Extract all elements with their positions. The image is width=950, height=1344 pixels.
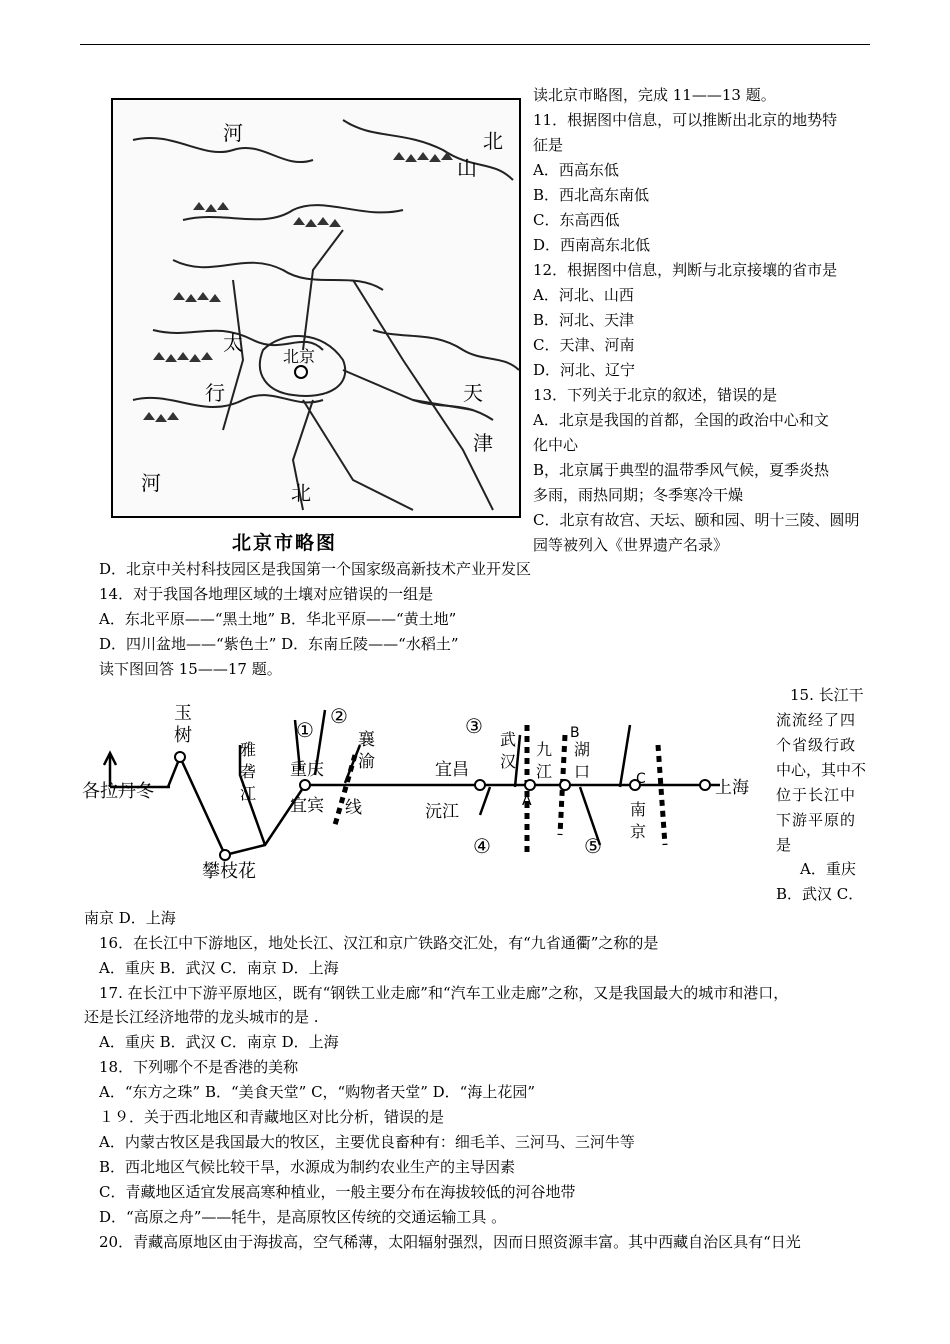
label-yichang: 宜昌 — [435, 760, 469, 780]
q12-option-c: C．天津、河南 — [533, 336, 635, 354]
q15-line-6: 下游平原的 — [776, 811, 857, 829]
q15-option-a: A．重庆 — [800, 860, 856, 878]
map-label-hang: 行 — [205, 381, 225, 405]
chongqing-dot — [300, 780, 310, 790]
q19-option-c: C．青藏地区适宜发展高寒种植业，一般主要分布在海拔较低的河谷地带 — [99, 1183, 576, 1201]
beijing-map — [111, 98, 521, 518]
label-xiangyu-2: 渝 — [358, 752, 375, 772]
q13-option-b-2: 多雨，雨热同期；冬季寒冷干燥 — [533, 486, 744, 504]
label-xian: 线 — [345, 798, 362, 818]
q19-option-d: D．“高原之舟”——牦牛，是高原牧区传统的交通运输工具 。 — [99, 1208, 507, 1226]
label-nanjing-2: 京 — [630, 822, 647, 841]
yangtze-river-diagram — [82, 695, 780, 885]
label-num3: ③ — [465, 714, 483, 738]
map-label-bei2: 北 — [291, 481, 311, 505]
q16-options: A．重庆 B．武汉 C．南京 D．上海 — [99, 959, 339, 977]
q11-13-intro: 读北京市略图，完成 11——13 题。 — [533, 86, 776, 104]
map-label-he2: 河 — [141, 471, 161, 495]
label-wuhan-2: 汉 — [500, 752, 517, 771]
q18-options: A．“东方之珠” B．“美食天堂” C，“购物者天堂” D．“海上花园” — [99, 1083, 536, 1101]
wuhan-dot — [525, 780, 535, 790]
yangtze-diagram-drawing — [82, 695, 780, 885]
yushu-dot — [175, 752, 185, 762]
q15-option-cont: 南京 D．上海 — [84, 909, 176, 927]
q13-option-b-1: B，北京属于典型的温带季风气候，夏季炎热 — [533, 461, 830, 479]
q13-option-c-2: 园等被列入《世界遗产名录》 — [533, 536, 729, 554]
label-jiujiang-2: 江 — [536, 762, 553, 781]
map-label-tian: 天 — [463, 381, 483, 405]
q12-option-a: A．河北、山西 — [533, 286, 634, 304]
q13-option-a-1: A．北京是我国的首都，全国的政治中心和文 — [533, 411, 829, 429]
q14-options-row1: A．东北平原——“黑土地” B．华北平原——“黄土地” — [99, 610, 457, 628]
q11-option-c: C．东高西低 — [533, 211, 620, 229]
q15-option-bc: B．武汉 C． — [776, 885, 864, 903]
beijing-city-dot — [295, 366, 307, 378]
q11-option-a: A．西高东低 — [533, 161, 619, 179]
map-label-he1: 河 — [223, 121, 243, 145]
label-yushu-2: 树 — [174, 725, 192, 746]
label-gela: 各拉丹冬 — [82, 781, 154, 802]
q15-line-4: 中心，其中不 — [776, 761, 867, 779]
label-yibin: 宜宾 — [290, 796, 324, 816]
label-yalong-2: 砻 — [240, 762, 257, 781]
label-hukou-2: 口 — [574, 762, 591, 781]
q15-line-3: 个省级行政 — [776, 736, 857, 754]
label-A: A — [522, 793, 532, 809]
q20-stem: 20．青藏高原地区由于海拔高，空气稀薄，太阳辐射强烈，因而日照资源丰富。其中西藏自治区具有“日光 — [99, 1233, 801, 1251]
label-yalong-1: 雅 — [240, 740, 257, 759]
q15-line-5: 位于长江中 — [776, 786, 857, 804]
q17-stem-1: 17. 在长江中下游平原地区，既有“钢铁工业走廊”和“汽车工业走廊”之称，又是我国最大的城市和港口， — [99, 984, 789, 1002]
q14-options-row2: D．四川盆地——“紫色土” D．东南丘陵——“水稻土” — [99, 635, 459, 653]
q13-option-a-2: 化中心 — [533, 436, 579, 454]
panzhihua-dot — [220, 850, 230, 860]
q11-option-b: B．西北高东南低 — [533, 186, 650, 204]
q17-stem-2: 还是长江经济地带的龙头城市的是 . — [84, 1008, 319, 1026]
label-wuhan-1: 武 — [500, 730, 517, 749]
jiujiang-dot — [560, 780, 570, 790]
label-num2: ② — [330, 704, 348, 728]
label-yushu-1: 玉 — [174, 703, 192, 724]
beijing-map-drawing — [113, 100, 519, 516]
map-label-beijing: 北京 — [283, 347, 316, 366]
map-label-jin: 津 — [473, 431, 493, 455]
q11-option-d: D．西南高东北低 — [533, 236, 651, 254]
label-chongqing: 重庆 — [290, 760, 324, 780]
q13-stem: 13．下列关于北京的叙述，错误的是 — [533, 386, 778, 404]
label-yalong-3: 江 — [240, 784, 257, 803]
q12-stem: 12．根据图中信息，判断与北京接壤的省市是 — [533, 261, 838, 279]
q12-option-d: D．河北、辽宁 — [533, 361, 636, 379]
q19-stem: １９．关于西北地区和青藏地区对比分析，错误的是 — [99, 1108, 445, 1126]
label-panzhihua: 攀枝花 — [202, 861, 256, 882]
map-label-bei1: 北 — [483, 129, 503, 153]
label-yuanjiang: 沅江 — [425, 802, 459, 822]
q19-option-b: B．西北地区气候比较干旱，水源成为制约农业生产的主导因素 — [99, 1158, 516, 1176]
map-label-tai: 太 — [223, 331, 243, 355]
q12-option-b: B．河北、天津 — [533, 311, 635, 329]
map-label-shan: 山 — [457, 156, 477, 180]
q15-17-intro: 读下图回答 15——17 题。 — [99, 660, 282, 678]
label-num1: ① — [296, 718, 314, 742]
q13-option-d: D．北京中关村科技园区是我国第一个国家级高新技术产业开发区 — [99, 560, 532, 578]
label-num4: ④ — [473, 834, 491, 858]
q11-stem-2: 征是 — [533, 136, 564, 154]
label-nanjing-1: 南 — [630, 800, 647, 819]
label-xiangyu-1: 襄 — [358, 730, 375, 750]
q15-line-2: 流流经了四 — [776, 711, 857, 729]
label-jiujiang-1: 九 — [536, 740, 553, 759]
q18-stem: 18．下列哪个不是香港的美称 — [99, 1058, 299, 1076]
header-rule — [80, 44, 870, 45]
q13-option-c-1: C．北京有故宫、天坛、颐和园、明十三陵、圆明 — [533, 511, 860, 529]
q15-line-1: 15. 长江干 — [790, 686, 864, 704]
shanghai-dot — [700, 780, 710, 790]
q14-stem: 14．对于我国各地理区域的土壤对应错误的一组是 — [99, 585, 434, 603]
yichang-dot — [475, 780, 485, 790]
label-shanghai: 上海 — [715, 778, 749, 798]
q16-stem: 16．在长江中下游地区，地处长江、汉江和京广铁路交汇处，有“九省通衢”之称的是 — [99, 934, 659, 952]
q19-option-a: A．内蒙古牧区是我国最大的牧区，主要优良畜种有：细毛羊、三河马、三河牛等 — [99, 1133, 635, 1151]
q17-options: A．重庆 B．武汉 C．南京 D．上海 — [99, 1033, 339, 1051]
q11-stem-1: 11．根据图中信息，可以推断出北京的地势特 — [533, 111, 838, 129]
label-num5: ⑤ — [584, 834, 602, 858]
q15-line-7: 是 — [776, 836, 792, 854]
label-hukou-1: 湖 — [574, 740, 591, 759]
label-B: B — [570, 725, 580, 741]
beijing-map-caption: 北京市略图 — [232, 532, 338, 554]
label-C: C — [636, 771, 646, 787]
